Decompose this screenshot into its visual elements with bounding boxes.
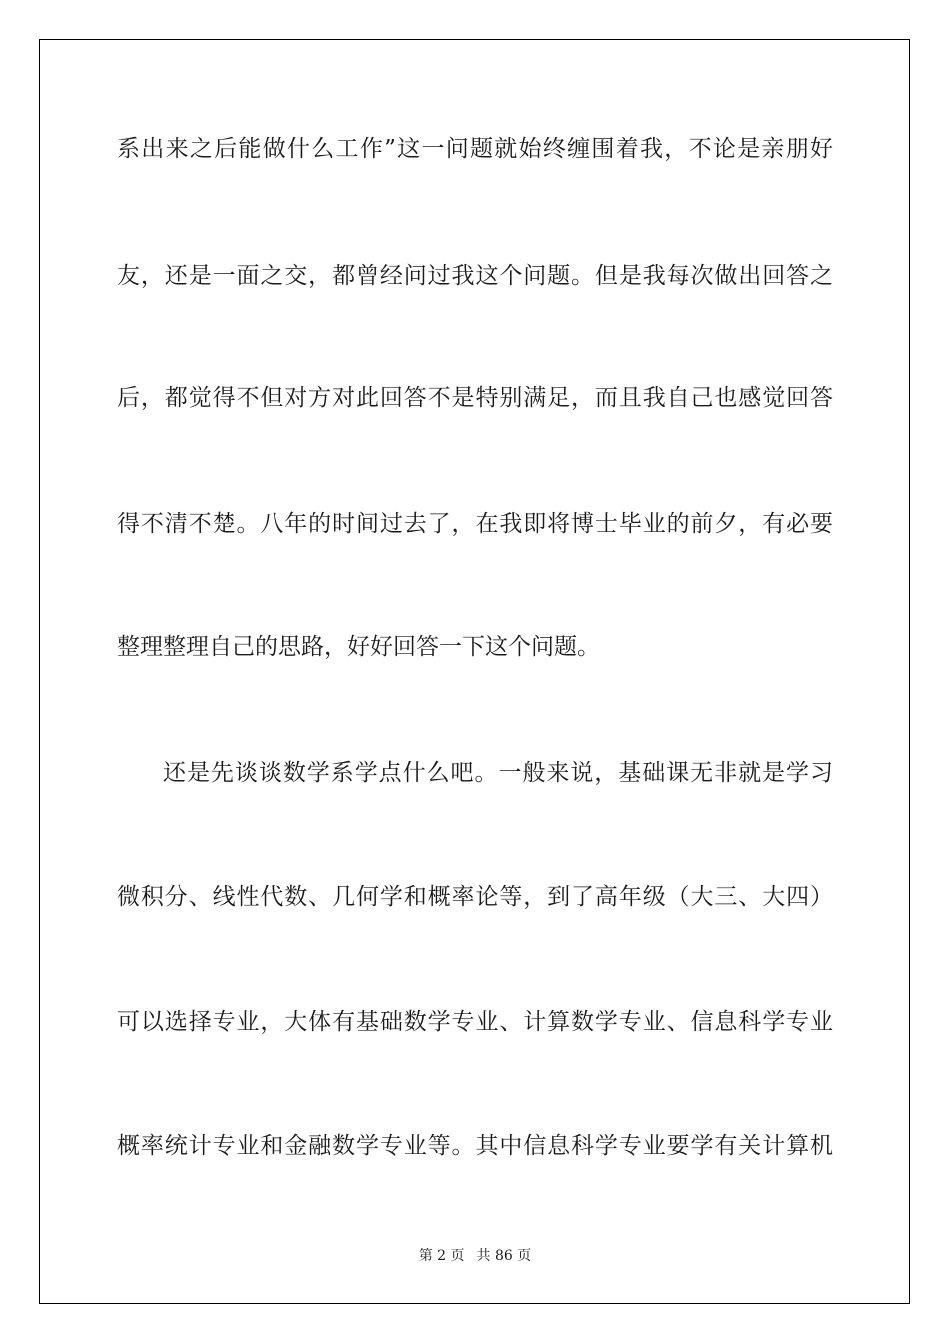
page-footer	[0, 1247, 950, 1265]
body-text-line: 可以选择专业，大体有基础数学专业、计算数学专业、信息科学专业	[117, 1009, 833, 1035]
page-border	[39, 39, 910, 1304]
body-text-line: 友，还是一面之交，都曾经问过我这个问题。但是我每次做出回答之	[117, 263, 833, 289]
body-text-line: 概率统计专业和金融数学专业等。其中信息科学专业要学有关计算机	[117, 1133, 833, 1159]
page-total: 共 86 页	[476, 1248, 532, 1264]
body-text-line: 系出来之后能做什么工作”这一问题就始终缠围着我，不论是亲朋好	[117, 136, 833, 162]
body-text-line: 微积分、线性代数、几何学和概率论等，到了高年级（大三、大四）	[117, 884, 833, 910]
body-text-line: 整理整理自己的思路，好好回答一下这个问题。	[117, 634, 600, 660]
body-text-line: 后，都觉得不但对方对此回答不是特别满足，而且我自己也感觉回答	[117, 385, 833, 411]
page-number: 第 2 页	[418, 1248, 465, 1264]
paragraph-first-line: 还是先谈谈数学系学点什么吧。一般来说，基础课无非就是学习	[163, 760, 833, 786]
body-text-line: 得不清不楚。八年的时间过去了，在我即将博士毕业的前夕，有必要	[117, 511, 833, 537]
